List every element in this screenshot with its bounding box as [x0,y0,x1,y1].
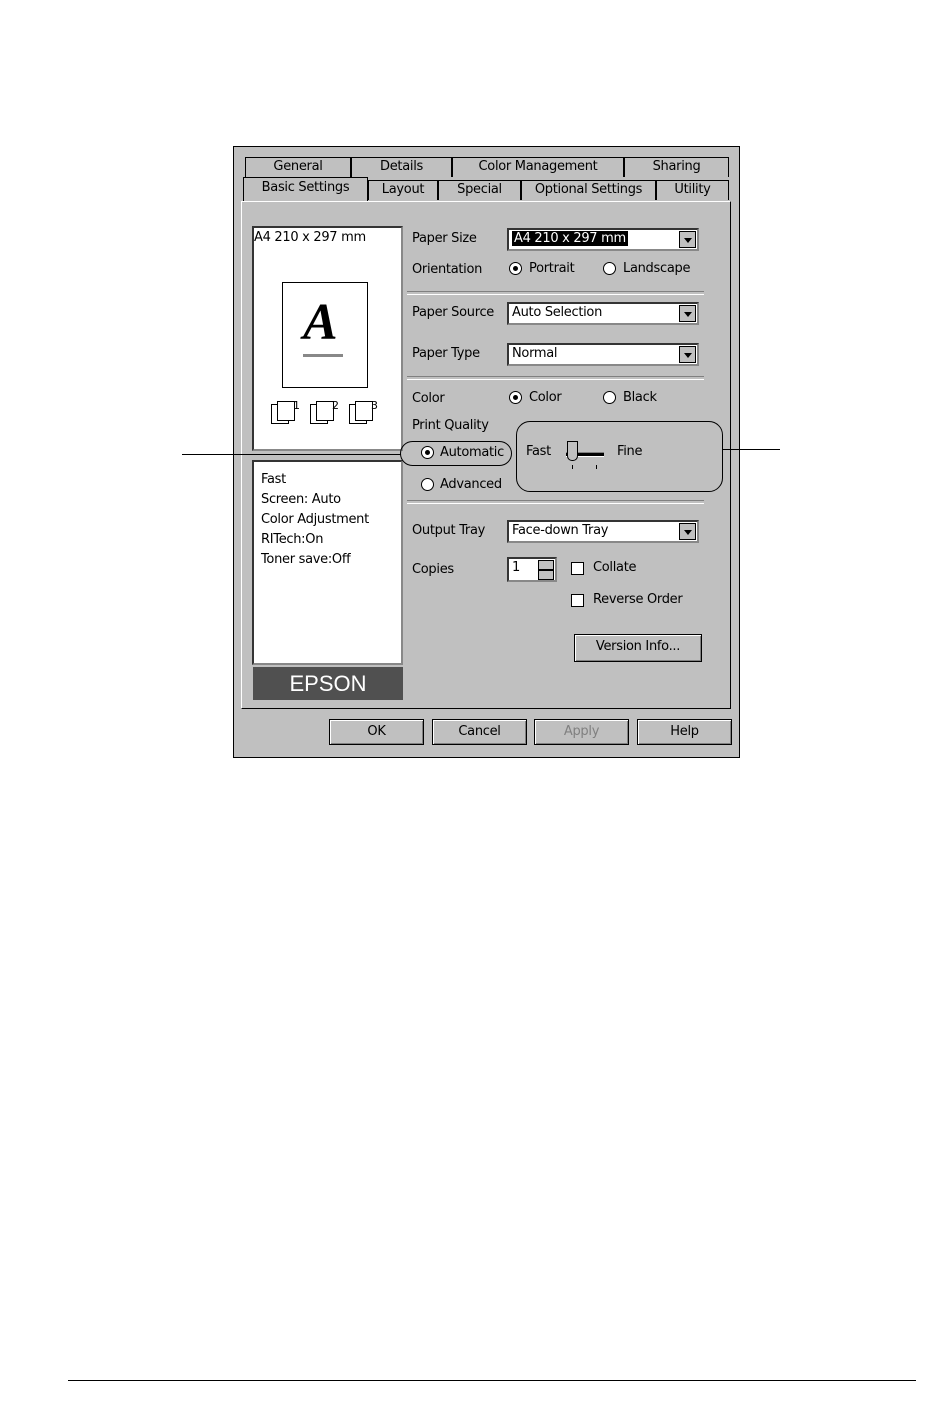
paper-size-label: Paper Size [412,231,477,246]
summary-item: Fast [261,472,286,487]
reverse-order-label[interactable]: Reverse Order [593,592,683,607]
divider [407,500,704,504]
copies-stepper[interactable] [507,557,557,582]
portrait-radio[interactable] [509,262,522,275]
page-number: 1 [293,399,300,412]
tab-sharing[interactable] [624,157,729,177]
color-option-label[interactable]: Color [529,390,562,405]
stepper-up-icon[interactable] [538,560,554,570]
tab-special[interactable] [438,180,521,200]
automatic-label[interactable]: Automatic [440,445,504,460]
page-order-icon-1 [271,401,301,423]
summary-item: RITech:On [261,532,324,547]
copies-label: Copies [412,562,454,577]
paper-type-value: Normal [512,346,558,361]
tab-basic-settings[interactable] [243,177,368,201]
paper-size-value: A4 210 x 297 mm [514,231,626,246]
page-thumbnail [282,282,368,388]
summary-item: Toner save:Off [261,552,351,567]
advanced-label[interactable]: Advanced [440,477,502,492]
tab-color-management[interactable] [452,157,624,177]
tab-details[interactable] [351,157,452,177]
summary-item: Color Adjustment [261,512,369,527]
paper-type-label: Paper Type [412,346,480,361]
paper-type-select[interactable] [507,343,699,366]
version-info-button[interactable]: Version Info... [574,634,702,662]
slider-tick [596,465,597,469]
black-option-label[interactable]: Black [623,390,657,405]
paper-source-value: Auto Selection [512,305,603,320]
tab-layout[interactable] [368,180,438,200]
black-radio[interactable] [603,391,616,404]
chevron-down-icon[interactable] [679,305,696,322]
divider [407,291,704,295]
orientation-label: Orientation [412,262,483,277]
collate-checkbox[interactable] [571,562,584,575]
page-order-icon-2 [310,401,340,423]
chevron-down-icon[interactable] [679,231,696,248]
summary-list [261,470,369,570]
paper-source-select[interactable] [507,302,699,325]
chevron-down-icon[interactable] [679,346,696,363]
tab-label: General [273,159,323,174]
epson-logo: EPSON [253,667,403,700]
tab-label: Details [380,159,423,174]
paper-size-select[interactable] [507,228,699,251]
callout-line-left [182,454,401,455]
advanced-radio[interactable] [421,478,434,491]
help-button[interactable]: Help [637,719,732,745]
landscape-label[interactable]: Landscape [623,261,691,276]
tab-label: Optional Settings [534,182,643,197]
divider [407,376,704,380]
page-order-icon-3 [349,401,379,423]
apply-button[interactable]: Apply [534,719,629,745]
output-tray-label: Output Tray [412,523,486,538]
portrait-label[interactable]: Portrait [529,261,575,276]
output-tray-select[interactable] [507,520,699,543]
tab-label: Utility [674,182,711,197]
slider-tick [572,465,573,469]
tab-optional-settings[interactable] [521,180,656,200]
quality-slider-thumb[interactable] [567,441,578,461]
automatic-radio[interactable] [421,446,434,459]
chevron-down-icon[interactable] [679,523,696,540]
landscape-radio[interactable] [603,262,616,275]
paper-source-label: Paper Source [412,305,494,320]
tab-label: Color Management [478,159,598,174]
reverse-order-checkbox[interactable] [571,594,584,607]
print-quality-label: Print Quality [412,418,489,433]
color-label: Color [412,391,445,406]
tab-label: Special [457,182,502,197]
tab-label: Layout [381,182,425,197]
cancel-button[interactable]: Cancel [432,719,527,745]
tab-utility[interactable] [656,180,729,200]
slider-fine-label: Fine [617,444,643,459]
ok-button[interactable]: OK [329,719,424,745]
callout-line-right [722,449,780,450]
page-number: 3 [371,399,378,412]
preview-letter: A [303,294,338,351]
color-radio[interactable] [509,391,522,404]
slider-fast-label: Fast [526,444,551,459]
page-number: 2 [332,399,339,412]
paper-preview [252,226,403,451]
collate-label[interactable]: Collate [593,560,637,575]
page-footer-rule [68,1380,916,1381]
output-tray-value: Face-down Tray [512,523,609,538]
preview-text-line [303,354,343,357]
tab-label: Basic Settings [261,180,350,195]
preview-paper-label: A4 210 x 297 mm [254,230,366,245]
tab-general[interactable] [245,157,351,177]
copies-value: 1 [512,560,520,575]
summary-item: Screen: Auto [261,492,341,507]
settings-summary [252,460,403,665]
tab-label: Sharing [652,159,701,174]
stepper-down-icon[interactable] [538,570,554,580]
